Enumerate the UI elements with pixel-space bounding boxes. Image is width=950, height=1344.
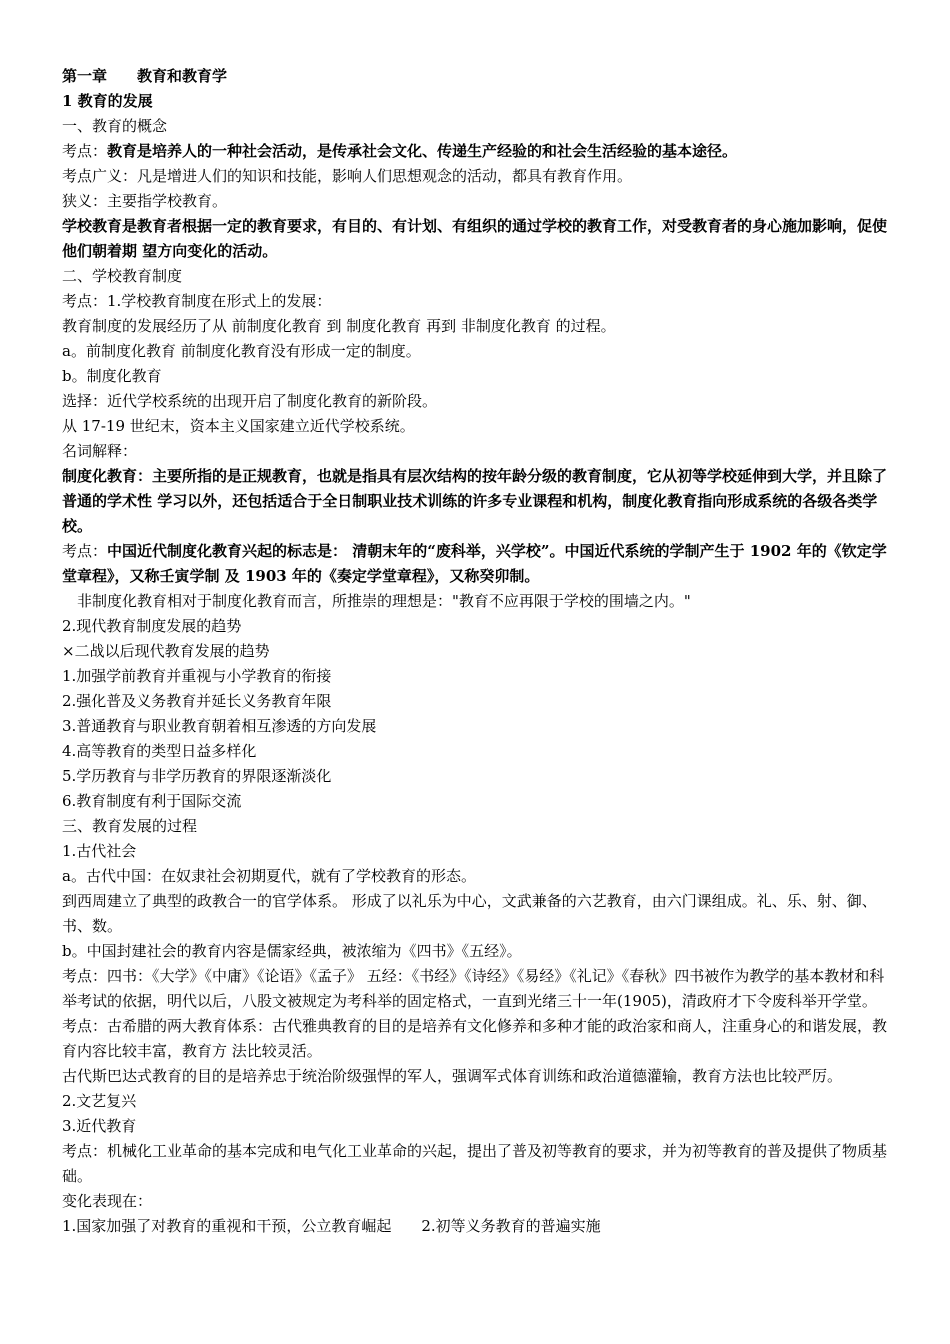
change-item: 2.初等义务教育的普遍实施 [421,1217,601,1235]
paragraph: b。制度化教育 [62,367,162,385]
paragraph: a。前制度化教育 前制度化教育没有形成一定的制度。 [62,342,421,360]
school-education-definition: 学校教育是教育者根据一定的教育要求，有目的、有计划、有组织的通过学校的教育工作，对受教育者的身心施加影响，促使他们朝着期 望方向变化的活动。 [62,217,888,260]
broad-definition: 考点广义：凡是增进人们的知识和技能，影响人们思想观念的活动，都具有教育作用。 [62,167,633,185]
chapter-number: 第一章 [62,67,108,85]
paragraph: 变化表现在： [62,1192,153,1210]
key-point: 考点：机械化工业革命的基本完成和电气化工业革命的兴起，提出了普及初等教育的要求，并为初等教育的普及提供了物质基础。 [62,1142,888,1185]
paragraph: 2.文艺复兴 [62,1092,137,1110]
key-point: 考点：四书：《大学》《中庸》《论语》《孟子》 五经：《书经》《诗经》《易经》《礼记》《春秋》四书被作为教学的基本教材和科举考试的依据，明代以后，八股文被规定为考科举的固定格式，一直到光绪三十一年(1905)，清政府才下令废科举开学堂。 [62,967,885,1010]
paragraph: 非制度化教育相对于制度化教育而言，所推崇的理想是："教育不应再限于学校的围墙之内。" [77,592,691,610]
key-point: 考点：1.学校教育制度在形式上的发展： [62,292,332,310]
paragraph: ×二战以后现代教育发展的趋势 [62,642,270,660]
paragraph: 古代斯巴达式教育的目的是培养忠于统治阶级强悍的军人，强调军式体育训练和政治道德灌输，教育方法也比较严厉。 [62,1067,843,1085]
chapter-heading [62,64,894,89]
narrow-definition: 狭义：主要指学校教育。 [62,192,228,210]
list-item: 1.加强学前教育并重视与小学教育的衔接 [62,667,332,685]
key-point-china [62,539,894,589]
paragraph: 到西周建立了典型的政教合一的官学体系。 形成了以礼乐为中心，文武兼备的六艺教育，由六门课组成。礼、乐、射、御、书、数。 [62,892,877,935]
change-line [62,1214,894,1239]
list-item: 5.学历教育与非学历教育的界限逐渐淡化 [62,767,332,785]
list-item: 4.高等教育的类型日益多样化 [62,742,257,760]
subsection-heading: 一、教育的概念 [62,117,168,135]
paragraph: 从 17-19 世纪末，资本主义国家建立近代学校系统。 [62,417,415,435]
list-item: 3.普通教育与职业教育朝着相互渗透的方向发展 [62,717,377,735]
paragraph: 3.近代教育 [62,1117,137,1135]
key-point-label: 考点： [62,142,108,160]
subsection-heading: 三、教育发展的过程 [62,817,198,835]
term-label: 名词解释： [62,442,138,460]
institutional-education-definition: 制度化教育：主要所指的是正规教育，也就是指具有层次结构的按年龄分级的教育制度，它从初等学校延伸到大学，并且除了普通的学术性 学习以外，还包括适合于全日制职业技术训练的许多专业课程和机构，制度化教育指向形成系统的各级各类学校。 [62,467,888,535]
chapter-title: 教育和教育学 [137,67,228,85]
key-point-label: 考点： [62,542,108,560]
paragraph: 1.古代社会 [62,842,137,860]
subsection-heading: 二、学校教育制度 [62,267,183,285]
key-point: 考点：古希腊的两大教育体系：古代雅典教育的目的是培养有文化修养和多种才能的政治家和商人，注重身心的和谐发展，教育内容比较丰富，教育方 法比较灵活。 [62,1017,888,1060]
definition-text: 教育是培养人的一种社会活动，是传承社会文化、传递生产经验的和社会生活经验的基本途径。 [107,142,738,160]
key-point-definition [62,139,894,164]
paragraph: 选择：近代学校系统的出现开启了制度化教育的新阶段。 [62,392,438,410]
list-item: 2.强化普及义务教育并延长义务教育年限 [62,692,332,710]
section-heading: 1 教育的发展 [62,92,153,110]
paragraph: 教育制度的发展经历了从 前制度化教育 到 制度化教育 再到 非制度化教育 的过程。 [62,317,616,335]
paragraph: 2.现代教育制度发展的趋势 [62,617,242,635]
key-point-china-text: 中国近代制度化教育兴起的标志是： 清朝末年的“废科举，兴学校”。中国近代系统的学制产生于 1902 年的《钦定学堂章程》，又称壬寅学制 及 1903 年的《奏定学堂章程》，又称癸卯制。 [62,542,887,585]
paragraph: b。中国封建社会的教育内容是儒家经典，被浓缩为《四书》《五经》。 [62,942,522,960]
paragraph: a。古代中国：在奴隶社会初期夏代，就有了学校教育的形态。 [62,867,476,885]
list-item: 6.教育制度有利于国际交流 [62,792,242,810]
change-item: 1.国家加强了对教育的重视和干预，公立教育崛起 [62,1217,392,1235]
document-body [62,64,894,1239]
